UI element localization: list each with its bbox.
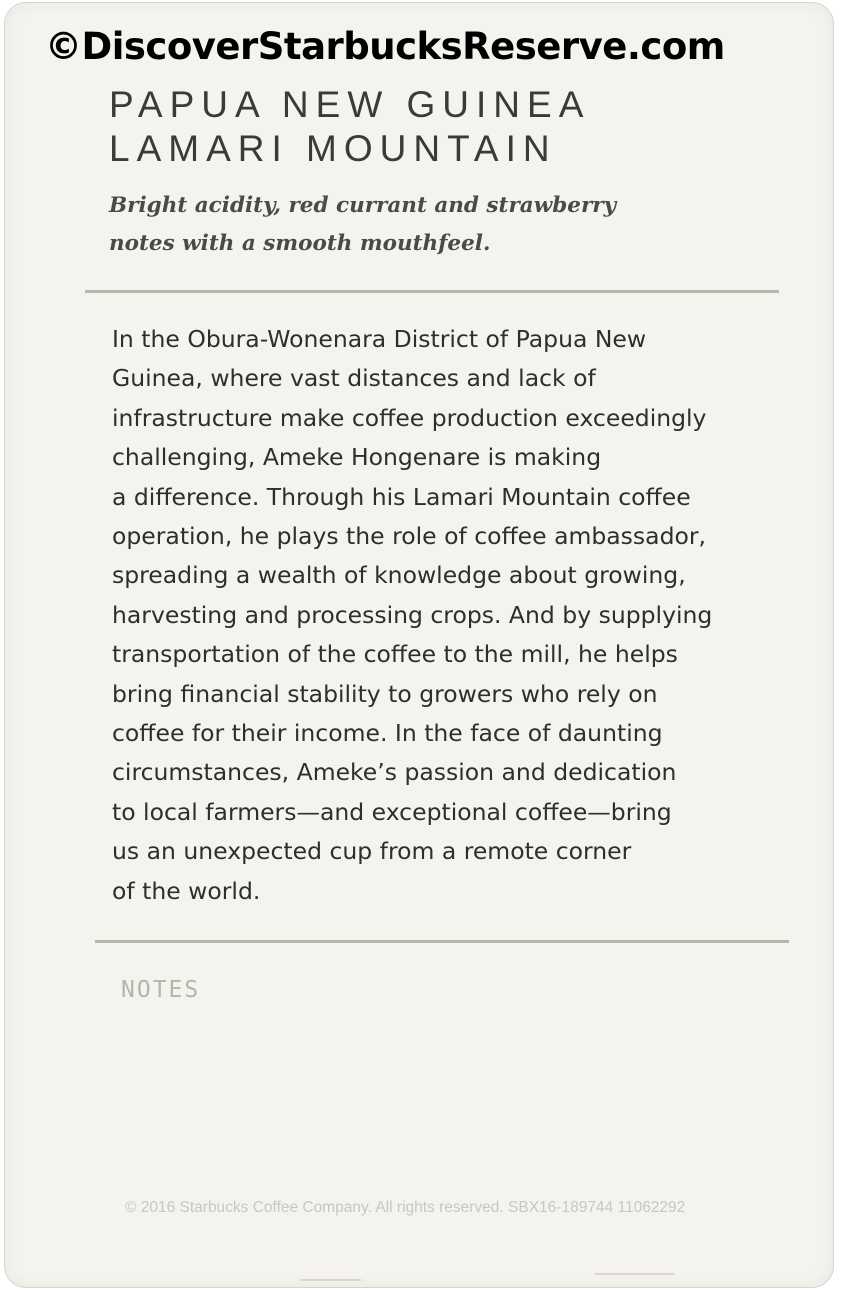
story-line: infrastructure make coffee production exceedingly <box>112 403 707 432</box>
notes-label: NOTES <box>121 977 201 1003</box>
card-scuff-mark <box>595 1273 675 1275</box>
story-line: harvesting and processing crops. And by supplying <box>112 600 713 629</box>
story-line: challenging, Ameke Hongenare is making <box>112 443 602 472</box>
tasting-notes-line: Bright acidity, red currant and strawberry <box>109 193 617 218</box>
story-line: spreading a wealth of knowledge about growing, <box>112 561 686 590</box>
story-line: a difference. Through his Lamari Mountain coffee <box>112 482 691 511</box>
story-line: to local farmers—and exceptional coffee—bring <box>112 797 672 826</box>
title-line: LAMARI MOUNTAIN <box>109 128 557 169</box>
card-scuff-mark <box>301 1279 361 1281</box>
tasting-notes-line: notes with a smooth mouthfeel. <box>109 231 491 256</box>
story-line: coffee for their income. In the face of daunting <box>112 719 663 748</box>
watermark: ©DiscoverStarbucksReserve.com <box>45 25 725 68</box>
story-line: of the world. <box>112 876 261 905</box>
title-line: PAPUA NEW GUINEA <box>109 84 591 125</box>
coffee-card <box>4 2 834 1288</box>
story-line: us an unexpected cup from a remote corner <box>112 837 632 866</box>
coffee-title <box>109 83 590 171</box>
story-line: transportation of the coffee to the mill, he helps <box>112 640 678 669</box>
story-line: circumstances, Ameke’s passion and dedication <box>112 758 677 787</box>
copyright-footer: © 2016 Starbucks Coffee Company. All rights reserved. SBX16-189744 11062292 <box>125 1199 686 1216</box>
story-paragraph <box>112 320 712 911</box>
story-line: In the Obura-Wonenara District of Papua New <box>112 325 647 353</box>
story-line: operation, he plays the role of coffee ambassador, <box>112 522 706 551</box>
story-line: Guinea, where vast distances and lack of <box>112 364 596 393</box>
divider-top <box>85 290 779 293</box>
tasting-notes <box>109 187 616 263</box>
story-line: bring financial stability to growers who rely on <box>112 679 658 708</box>
divider-bottom <box>95 940 789 943</box>
